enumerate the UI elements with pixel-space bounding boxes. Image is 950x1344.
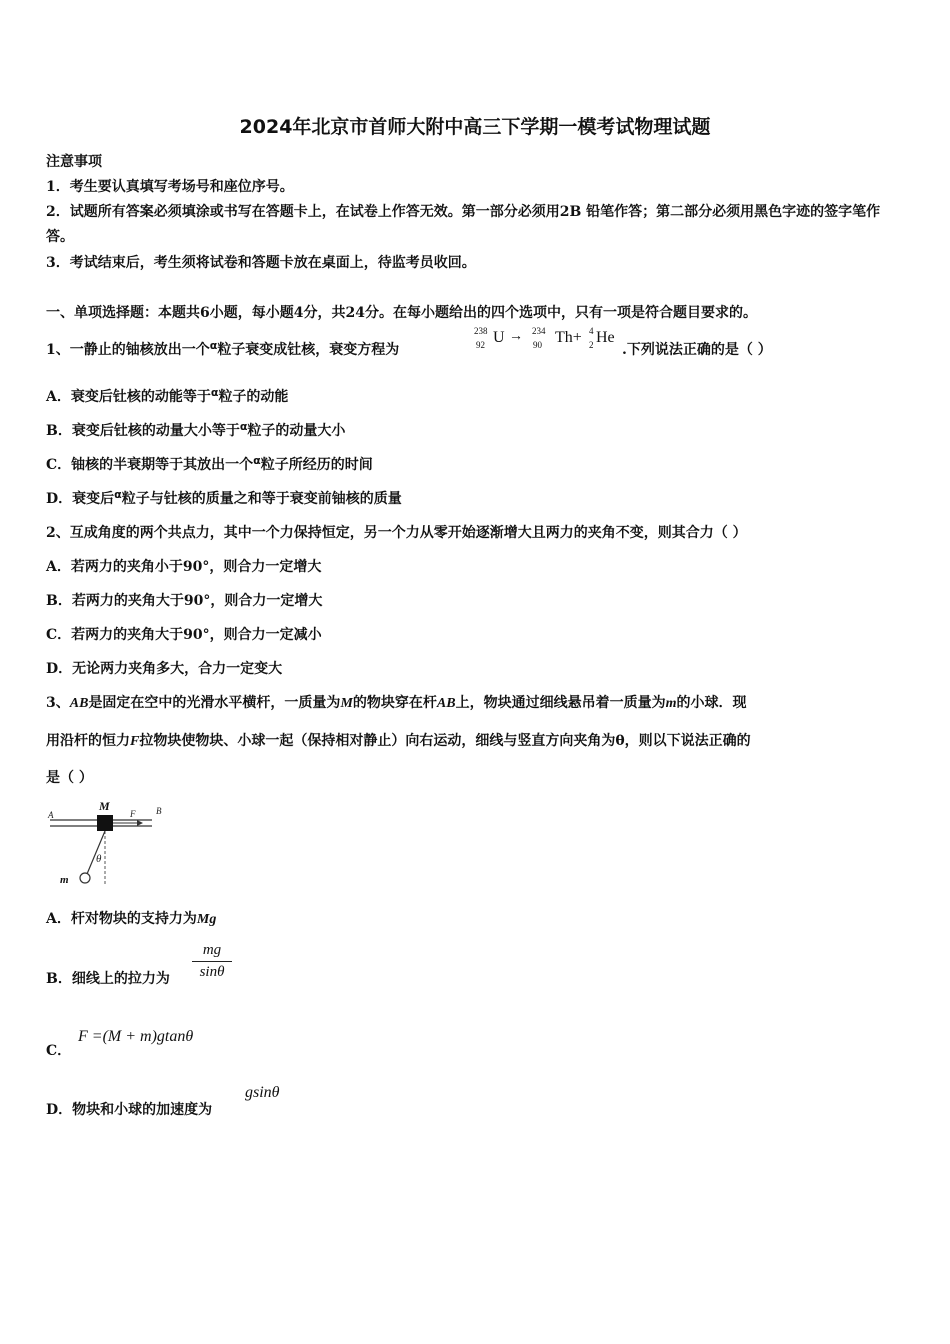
q3-stem-line-1: 3、AB是固定在空中的光滑水平横杆，一质量为M的物块穿在杆AB上，物块通过细线悬吊着一质量为m的小球．现 [46,695,747,711]
label-B: B [156,806,162,816]
q3-option-a: A．杆对物块的支持力为Mg [46,911,217,927]
th-mass: 234 [532,326,546,336]
notice-item-2: 2．试题所有答案必须填涂或书写在答题卡上，在试卷上作答无效。第一部分必须用2B 铅笔作答；第二部分必须用黑色字迹的签字笔作答。 [46,204,881,245]
alpha-symbol: α [114,488,122,501]
q2-stem: 2、互成角度的两个共点力，其中一个力保持恒定，另一个力从零开始逐渐增大且两力的夹角不变，则其合力（ ） [46,525,747,541]
u-mass: 238 [474,326,488,336]
force-F: F [130,734,140,749]
decay-equation [474,326,624,356]
alpha-symbol: α [210,386,219,399]
page-title: 2024年北京市首师大附中高三下学期一模考试物理试题 [239,116,711,138]
force-arrowhead [137,820,143,826]
q1-stem-a: 1、一静止的铀核放出一个 [46,342,210,358]
q2-option-c: C．若两力的夹角大于90°，则合力一定减小 [46,627,322,643]
he-charge: 2 [589,340,594,350]
alpha-symbol: α [209,339,218,352]
mg-support: Mg [196,912,217,927]
q3-stem-line-2: 用沿杆的恒力F拉物块使物块、小球一起（保持相对静止）向右运动，细线与竖直方向夹角为θ，则以下说法正确的 [46,733,751,749]
ab-label: AB [69,696,89,711]
label-A: A [48,810,54,820]
acceleration-expression: gsinθ [245,1084,280,1101]
notice-item-1: 1．考生要认真填写考场号和座位序号。 [46,179,294,195]
section-heading: 一、单项选择题：本题共6小题，每小题4分，共24分。在每小题给出的四个选项中，只有一项是符合题目要求的。 [46,305,757,321]
th-symbol: Th+ [555,329,582,346]
pendulum-figure [44,796,174,890]
force-equation: F =(M + m)gtanθ [78,1028,194,1045]
q3-option-d: D．物块和小球的加速度为 [46,1102,213,1118]
th-charge: 90 [533,340,542,350]
q2-option-d: D．无论两力夹角多大，合力一定变大 [46,661,283,677]
mass-M: M [340,696,353,711]
q1-option-c: C．铀核的半衰期等于其放出一个$^\alpha$粒子所经历的时间 [46,454,373,473]
arrow: → [509,329,523,344]
block-M [97,815,113,831]
notice-item-3: 3．考试结束后，考生须将试卷和答题卡放在桌面上，待监考员收回。 [46,255,476,271]
notice-heading: 注意事项 [46,154,102,170]
ball-m [80,873,90,883]
label-theta: θ [96,853,102,865]
q1-stem-c: .下列说法正确的是（ ） [622,342,772,358]
q1-stem [46,340,399,361]
q3-stem-line-3: 是（ ） [46,770,93,786]
q2-option-b: B．若两力的夹角大于90°，则合力一定增大 [46,593,323,609]
q1-option-b: B．衰变后钍核的动量大小等于$^\alpha$粒子的动量大小 [46,420,346,439]
label-m: m [60,874,69,886]
fraction-denominator: sinθ [199,964,225,980]
u-symbol: U [493,329,505,346]
q1-option-a: A．衰变后钍核的动能等于$^\alpha$粒子的动能 [46,386,289,405]
u-charge: 92 [476,340,485,350]
q3-option-c: C． [46,1043,72,1059]
fraction-numerator: mg [192,942,232,962]
q2-option-a: A．若两力的夹角小于90°，则合力一定增大 [46,559,322,575]
alpha-symbol: α [239,420,248,433]
mass-m: m [665,696,677,711]
tension-fraction [192,942,232,981]
alpha-symbol: α [253,454,261,467]
label-F: F [130,809,136,819]
he-mass: 4 [589,326,594,336]
q1-stem-b: 粒子衰变成钍核，衰变方程为 [217,342,400,358]
he-symbol: He [596,329,615,346]
ab-label: AB [436,696,456,711]
q3-option-b: B．细线上的拉力为 [46,971,170,987]
label-M: M [99,799,110,813]
q1-option-d: D．衰变后$^\alpha$粒子与钍核的质量之和等于衰变前铀核的质量 [46,488,402,507]
